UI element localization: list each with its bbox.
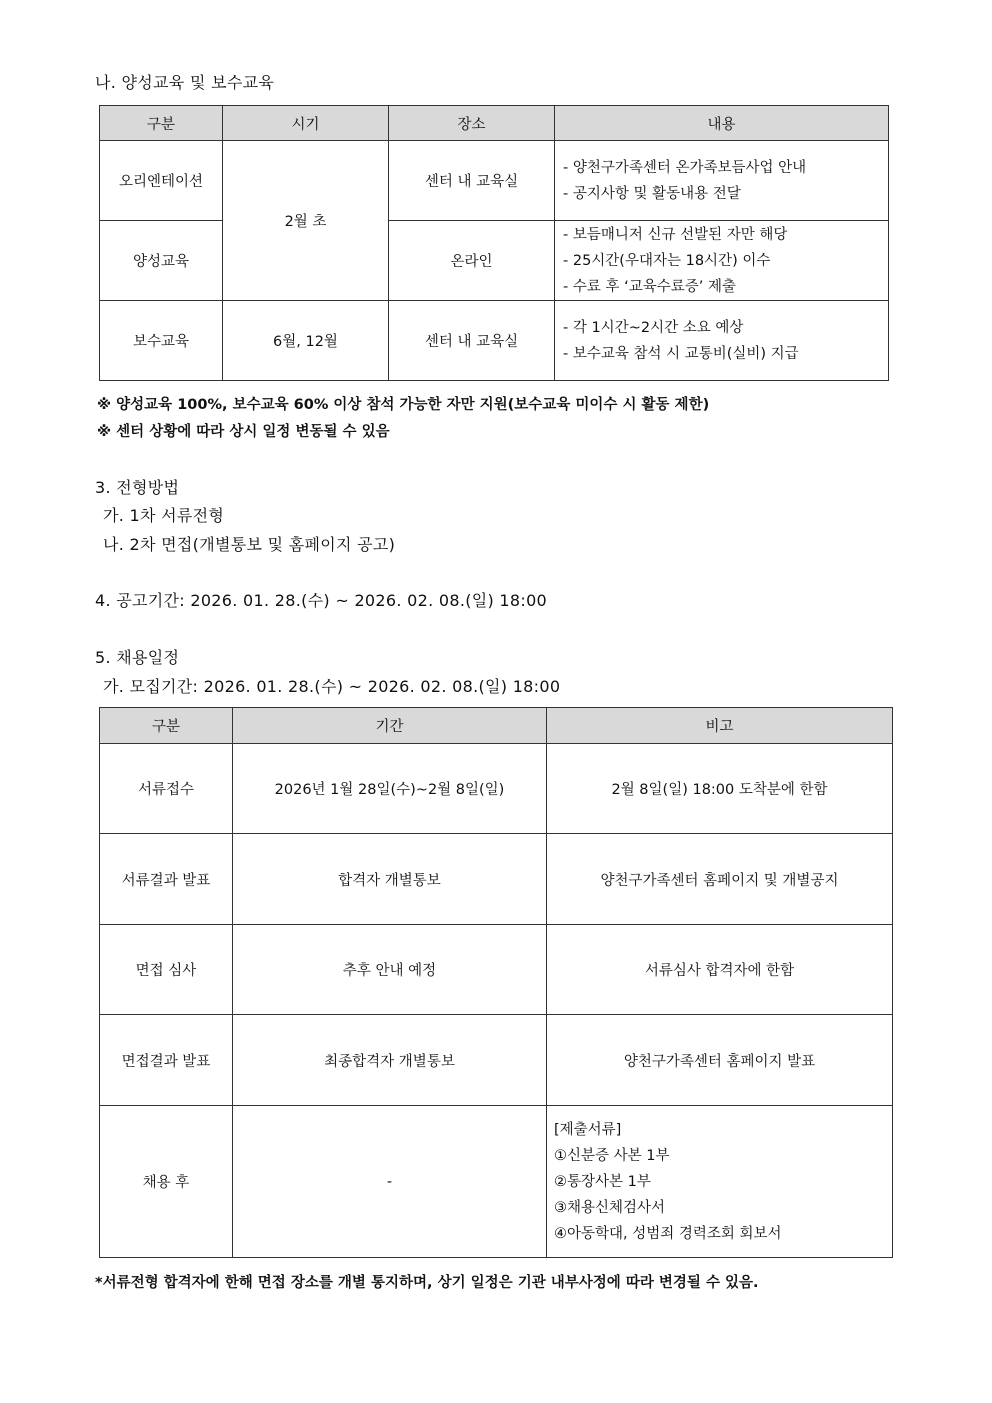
table-cell-note: 양천구가족센터 홈페이지 및 개별공지 <box>547 834 893 925</box>
table-cell-place: 온라인 <box>389 221 555 301</box>
section3-title: 3. 전형방법 <box>95 478 180 497</box>
section5-title: 5. 채용일정 <box>95 648 180 667</box>
table-cell-place: 센터 내 교육실 <box>389 141 555 221</box>
content-line: - 보듬매니저 신규 선발된 자만 해당 <box>563 226 788 243</box>
header-time: 시기 <box>223 106 389 141</box>
section4-title: 4. 공고기간: 2026. 01. 28.(수) ~ 2026. 02. 08.(일) 18:00 <box>95 591 548 610</box>
table-cell-time-merged: 2월 초 <box>223 141 389 301</box>
schedule-table <box>99 707 893 1258</box>
table-cell-category: 면접 심사 <box>100 925 233 1015</box>
table-cell-content <box>555 221 889 301</box>
content-line: - 보수교육 참석 시 교통비(실비) 지급 <box>563 345 799 362</box>
content-line: - 양천구가족센터 온가족보듬사업 안내 <box>563 159 807 176</box>
education-table <box>99 105 889 381</box>
table-cell-period: 추후 안내 예정 <box>233 925 547 1015</box>
table-cell-period: 최종합격자 개별통보 <box>233 1015 547 1106</box>
content-line: - 수료 후 ‘교육수료증’ 제출 <box>563 278 736 295</box>
table-cell-note: 서류심사 합격자에 한함 <box>547 925 893 1015</box>
note-attendance: ※ 양성교육 100%, 보수교육 60% 이상 참석 가능한 자만 지원(보수교육 미이수 시 활동 제한) <box>97 397 710 413</box>
section5-subtitle: 가. 모집기간: 2026. 01. 28.(수) ~ 2026. 02. 08.(일) 18:00 <box>103 677 561 696</box>
table-cell-period: 2026년 1월 28일(수)~2월 8일(일) <box>233 744 547 834</box>
table-cell-place: 센터 내 교육실 <box>389 301 555 381</box>
table-cell-period: - <box>233 1106 547 1258</box>
header-category: 구분 <box>100 106 223 141</box>
header-content: 내용 <box>555 106 889 141</box>
header-period: 기간 <box>233 708 547 744</box>
table-cell-period: 합격자 개별통보 <box>233 834 547 925</box>
table-cell-category: 양성교육 <box>100 221 223 301</box>
document-line: ①신분증 사본 1부 <box>554 1147 670 1164</box>
header-note: 비고 <box>547 708 893 744</box>
section3-item: 나. 2차 면접(개별통보 및 홈페이지 공고) <box>103 535 396 554</box>
table-cell-note-documents <box>547 1106 893 1258</box>
document-line: [제출서류] <box>554 1121 622 1138</box>
table-cell-category: 서류결과 발표 <box>100 834 233 925</box>
content-line: - 각 1시간~2시간 소요 예상 <box>563 319 744 336</box>
table-cell-note: 2월 8일(일) 18:00 도착분에 한함 <box>547 744 893 834</box>
document-line: ③채용신체검사서 <box>554 1199 666 1216</box>
table-cell-category: 면접결과 발표 <box>100 1015 233 1106</box>
document-line: ④아동학대, 성범죄 경력조회 회보서 <box>554 1225 782 1242</box>
header-place: 장소 <box>389 106 555 141</box>
table-cell-category: 서류접수 <box>100 744 233 834</box>
table-cell-time: 6월, 12월 <box>223 301 389 381</box>
document-line: ②통장사본 1부 <box>554 1173 651 1190</box>
section3-item: 가. 1차 서류전형 <box>103 506 225 525</box>
content-line: - 공지사항 및 활동내용 전달 <box>563 185 741 202</box>
table-cell-category: 보수교육 <box>100 301 223 381</box>
table-cell-content <box>555 301 889 381</box>
content-line: - 25시간(우대자는 18시간) 이수 <box>563 252 771 269</box>
header-category: 구분 <box>100 708 233 744</box>
table-cell-note: 양천구가족센터 홈페이지 발표 <box>547 1015 893 1106</box>
table-cell-category: 오리엔테이션 <box>100 141 223 221</box>
note-schedule-change: ※ 센터 상황에 따라 상시 일정 변동될 수 있음 <box>97 424 390 440</box>
table-cell-content <box>555 141 889 221</box>
table-cell-category: 채용 후 <box>100 1106 233 1258</box>
footnote: *서류전형 합격자에 한해 면접 장소를 개별 통지하며, 상기 일정은 기관 내부사정에 따라 변경될 수 있음. <box>95 1275 759 1291</box>
section-na-title: 나. 양성교육 및 보수교육 <box>95 73 275 92</box>
